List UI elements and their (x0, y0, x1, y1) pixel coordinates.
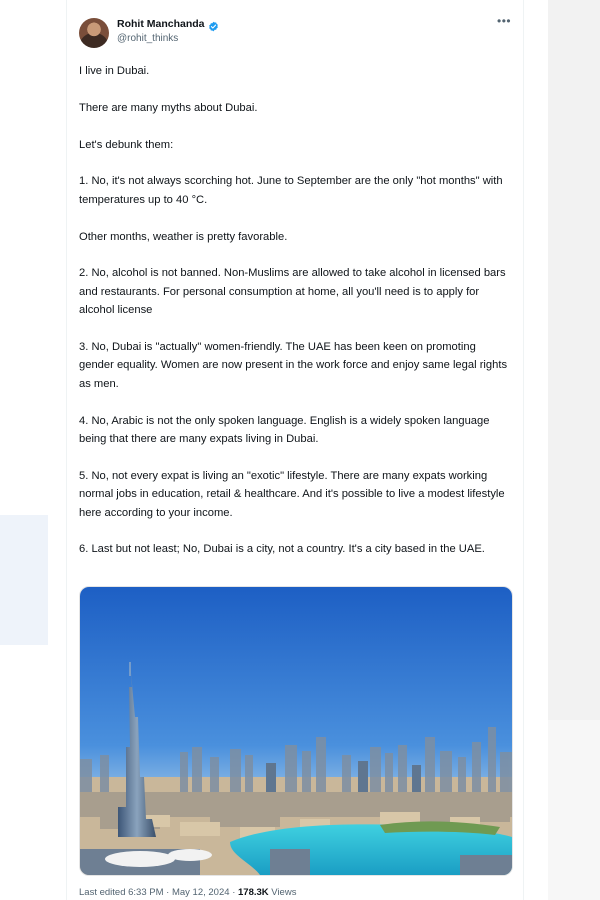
edited-label[interactable]: Last edited (79, 887, 126, 898)
tweet-paragraph: 4. No, Arabic is not the only spoken language. English is a widely spoken language being that there are many expats living in Dubai. (79, 414, 490, 446)
verified-badge-icon (208, 19, 219, 30)
post-time[interactable]: 6:33 PM (128, 887, 164, 898)
author-name-row (117, 18, 219, 30)
meta-separator: · (166, 887, 170, 898)
tweet-paragraph: Other months, weather is pretty favorable. (79, 230, 288, 243)
tweet-paragraph: 6. Last but not least; No, Dubai is a city, not a country. It's a city based in the UAE. (79, 543, 485, 556)
views-label: Views (271, 887, 297, 898)
tweet-paragraph: I live in Dubai. (79, 65, 150, 77)
meta-separator: · (232, 887, 236, 898)
tweet-paragraph: 3. No, Dubai is "actually" women-friendly. The UAE has been keen on promoting gender equality. Women are now present in the work force and enjoy same legal rights as men. (79, 341, 508, 390)
more-options-icon[interactable]: ••• (497, 14, 512, 28)
tweet-photo-dubai-skyline[interactable] (79, 586, 513, 876)
views-count: 178.3K (238, 887, 269, 898)
tweet-text (79, 62, 511, 577)
tweet-paragraph: 5. No, not every expat is living an "exotic" lifestyle. There are many expats working normal jobs in education, retail & healthcare. And it's possible to live a modest lifestyle here according to your income. (79, 469, 505, 519)
avatar[interactable] (79, 18, 109, 48)
tweet-card (66, 0, 524, 900)
author-handle[interactable]: @rohit_thinks (117, 33, 179, 44)
author-display-name[interactable]: Rohit Manchanda (117, 18, 205, 30)
tweet-paragraph: There are many myths about Dubai. (79, 101, 258, 114)
tweet-paragraph: Let's debunk them: (79, 138, 174, 151)
right-sidebar-lower (548, 720, 600, 900)
tweet-meta (79, 887, 296, 898)
left-nav-highlight (0, 515, 48, 645)
tweet-paragraph: 1. No, it's not always scorching hot. June to September are the only "hot months" with temperatures up to 40 °C. (79, 175, 503, 206)
left-gutter (0, 0, 66, 900)
tweet-paragraph: 2. No, alcohol is not banned. Non-Muslims are allowed to take alcohol in licensed bars and restaurants. For personal consumption at home, all you'll need is to apply for alcohol license (79, 267, 506, 317)
post-date[interactable]: May 12, 2024 (171, 887, 230, 898)
